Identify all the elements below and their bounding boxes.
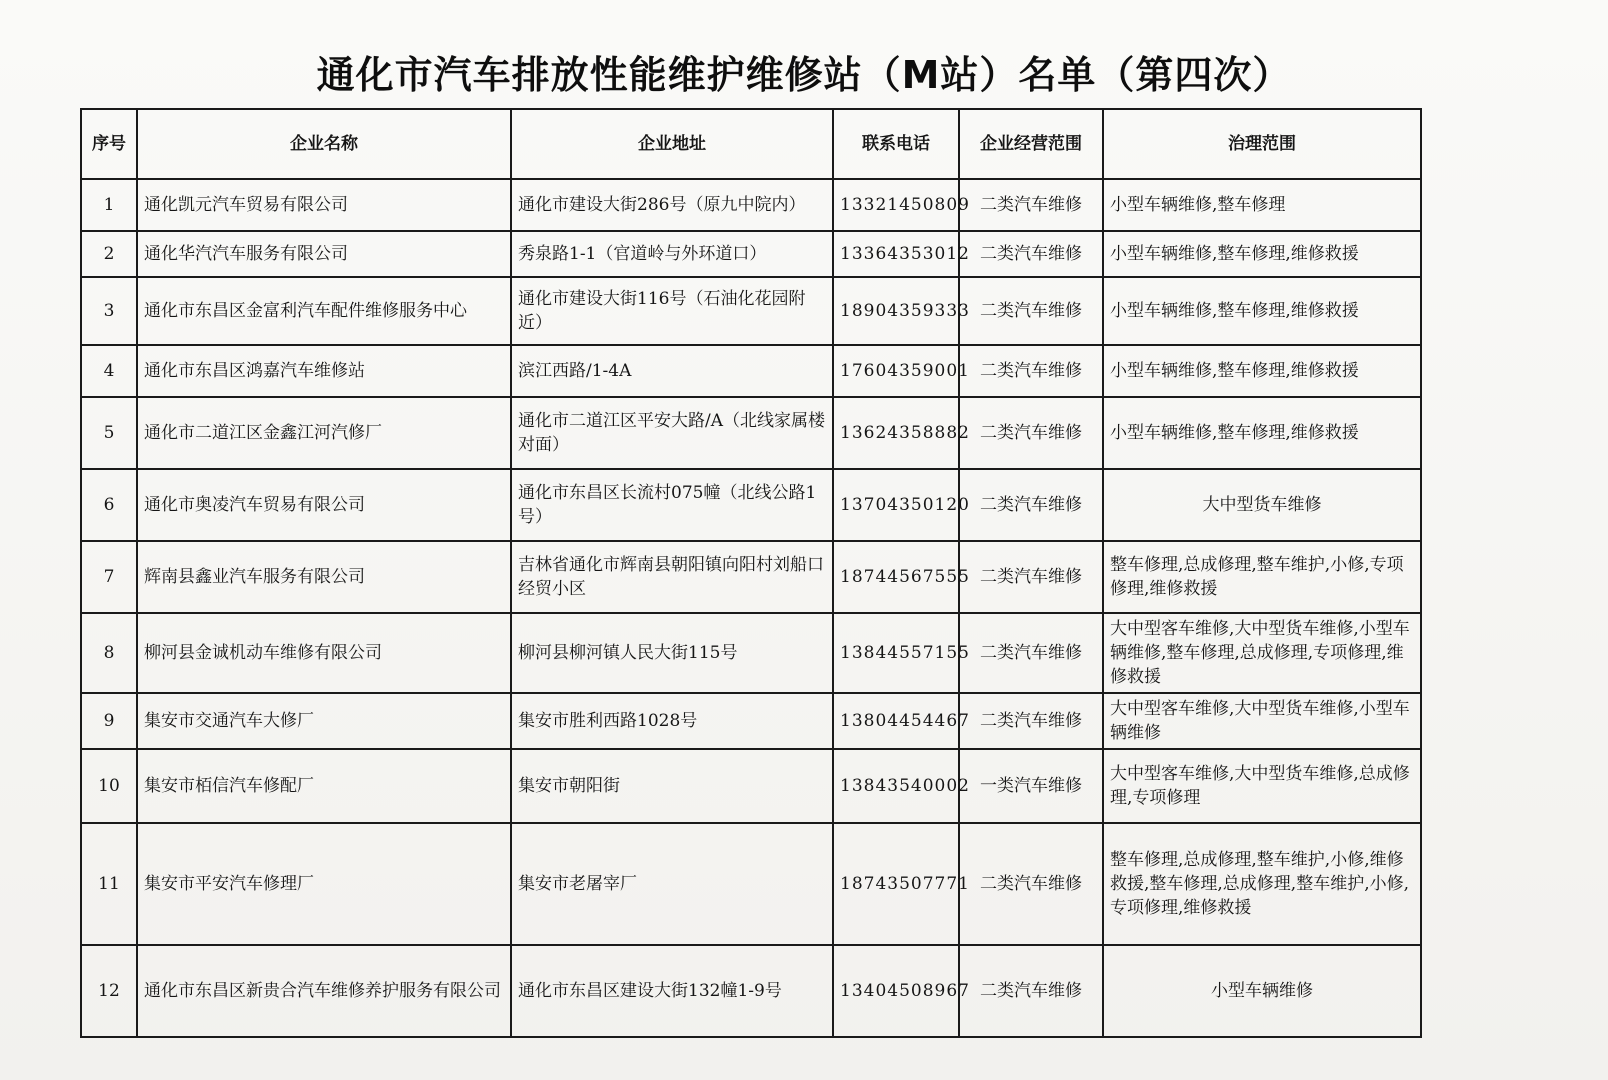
row-phone: 13624358882 (833, 397, 959, 469)
table-header-row (81, 109, 1421, 179)
row-phone: 13804454467 (833, 693, 959, 749)
row-seq: 9 (81, 693, 137, 749)
row-company-address: 集安市胜利西路1028号 (511, 693, 833, 749)
row-company-name: 辉南县鑫业汽车服务有限公司 (137, 541, 511, 613)
table-row (81, 345, 1421, 397)
row-business-type: 二类汽车维修 (959, 469, 1103, 541)
row-service-scope: 小型车辆维修,整车修理,维修救援 (1103, 345, 1421, 397)
row-phone: 17604359001 (833, 345, 959, 397)
table-row (81, 469, 1421, 541)
row-service-scope: 小型车辆维修,整车修理,维修救援 (1103, 277, 1421, 345)
row-company-name: 集安市栢信汽车修配厂 (137, 749, 511, 823)
header-business-scope: 企业经营范围 (959, 109, 1103, 179)
header-company-address: 企业地址 (511, 109, 833, 179)
row-company-address: 通化市二道江区平安大路/A（北线家属楼对面） (511, 397, 833, 469)
table-row (81, 823, 1421, 945)
row-business-type: 二类汽车维修 (959, 541, 1103, 613)
row-company-address: 集安市老屠宰厂 (511, 823, 833, 945)
row-company-address: 通化市东昌区长流村075幢（北线公路1号） (511, 469, 833, 541)
row-seq: 4 (81, 345, 137, 397)
table-row (81, 179, 1421, 231)
row-business-type: 二类汽车维修 (959, 277, 1103, 345)
row-company-address: 秀泉路1-1（官道岭与外环道口） (511, 231, 833, 277)
row-seq: 1 (81, 179, 137, 231)
row-company-name: 通化市东昌区鸿嘉汽车维修站 (137, 345, 511, 397)
row-seq: 7 (81, 541, 137, 613)
table-row (81, 397, 1421, 469)
row-company-name: 集安市平安汽车修理厂 (137, 823, 511, 945)
row-company-address: 通化市建设大街116号（石油化花园附近） (511, 277, 833, 345)
table-row (81, 277, 1421, 345)
row-business-type: 一类汽车维修 (959, 749, 1103, 823)
row-company-address: 吉林省通化市辉南县朝阳镇向阳村刘船口经贸小区 (511, 541, 833, 613)
row-seq: 11 (81, 823, 137, 945)
row-service-scope: 整车修理,总成修理,整车维护,小修,专项修理,维修救援 (1103, 541, 1421, 613)
row-phone: 18904359333 (833, 277, 959, 345)
row-business-type: 二类汽车维修 (959, 945, 1103, 1037)
row-seq: 10 (81, 749, 137, 823)
row-business-type: 二类汽车维修 (959, 397, 1103, 469)
row-company-name: 柳河县金诚机动车维修有限公司 (137, 613, 511, 693)
table-row (81, 231, 1421, 277)
row-service-scope: 大中型客车维修,大中型货车维修,小型车辆维修,整车修理,总成修理,专项修理,维修救援 (1103, 613, 1421, 693)
row-business-type: 二类汽车维修 (959, 179, 1103, 231)
row-company-address: 通化市东昌区建设大街132幢1-9号 (511, 945, 833, 1037)
table-row (81, 613, 1421, 693)
row-service-scope: 小型车辆维修,整车修理 (1103, 179, 1421, 231)
row-service-scope: 小型车辆维修 (1103, 945, 1421, 1037)
row-seq: 6 (81, 469, 137, 541)
row-service-scope: 大中型客车维修,大中型货车维修,总成修理,专项修理 (1103, 749, 1421, 823)
page-title: 通化市汽车排放性能维护维修站（M站）名单（第四次） (316, 53, 1292, 97)
row-phone: 13843540002 (833, 749, 959, 823)
header-company-name: 企业名称 (137, 109, 511, 179)
table-row (81, 749, 1421, 823)
row-business-type: 二类汽车维修 (959, 823, 1103, 945)
row-service-scope: 小型车辆维修,整车修理,维修救援 (1103, 231, 1421, 277)
row-company-name: 通化市东昌区金富利汽车配件维修服务中心 (137, 277, 511, 345)
row-company-name: 集安市交通汽车大修厂 (137, 693, 511, 749)
row-company-name: 通化市二道江区金鑫江河汽修厂 (137, 397, 511, 469)
row-seq: 2 (81, 231, 137, 277)
row-phone: 18744567555 (833, 541, 959, 613)
row-business-type: 二类汽车维修 (959, 345, 1103, 397)
header-phone: 联系电话 (833, 109, 959, 179)
table-row (81, 693, 1421, 749)
table-row (81, 945, 1421, 1037)
row-seq: 5 (81, 397, 137, 469)
row-phone: 18743507771 (833, 823, 959, 945)
header-seq: 序号 (81, 109, 137, 179)
row-seq: 12 (81, 945, 137, 1037)
row-service-scope: 小型车辆维修,整车修理,维修救援 (1103, 397, 1421, 469)
row-business-type: 二类汽车维修 (959, 231, 1103, 277)
table-row (81, 541, 1421, 613)
row-service-scope: 大中型货车维修 (1103, 469, 1421, 541)
row-business-type: 二类汽车维修 (959, 693, 1103, 749)
row-company-name: 通化市奥凌汽车贸易有限公司 (137, 469, 511, 541)
row-company-address: 集安市朝阳街 (511, 749, 833, 823)
row-seq: 8 (81, 613, 137, 693)
station-table (80, 108, 1422, 1038)
row-seq: 3 (81, 277, 137, 345)
row-phone: 13364353012 (833, 231, 959, 277)
header-service-scope: 治理范围 (1103, 109, 1421, 179)
row-service-scope: 大中型客车维修,大中型货车维修,小型车辆维修 (1103, 693, 1421, 749)
row-company-name: 通化凯元汽车贸易有限公司 (137, 179, 511, 231)
row-company-name: 通化市东昌区新贵合汽车维修养护服务有限公司 (137, 945, 511, 1037)
row-company-address: 柳河县柳河镇人民大街115号 (511, 613, 833, 693)
row-company-address: 滨江西路/1-4A (511, 345, 833, 397)
row-phone: 13704350120 (833, 469, 959, 541)
row-company-address: 通化市建设大街286号（原九中院内） (511, 179, 833, 231)
row-service-scope: 整车修理,总成修理,整车维护,小修,维修救援,整车修理,总成修理,整车维护,小修,专项修理,维修救援 (1103, 823, 1421, 945)
row-business-type: 二类汽车维修 (959, 613, 1103, 693)
row-company-name: 通化华汽汽车服务有限公司 (137, 231, 511, 277)
row-phone: 13404508967 (833, 945, 959, 1037)
row-phone: 13844557155 (833, 613, 959, 693)
row-phone: 13321450809 (833, 179, 959, 231)
